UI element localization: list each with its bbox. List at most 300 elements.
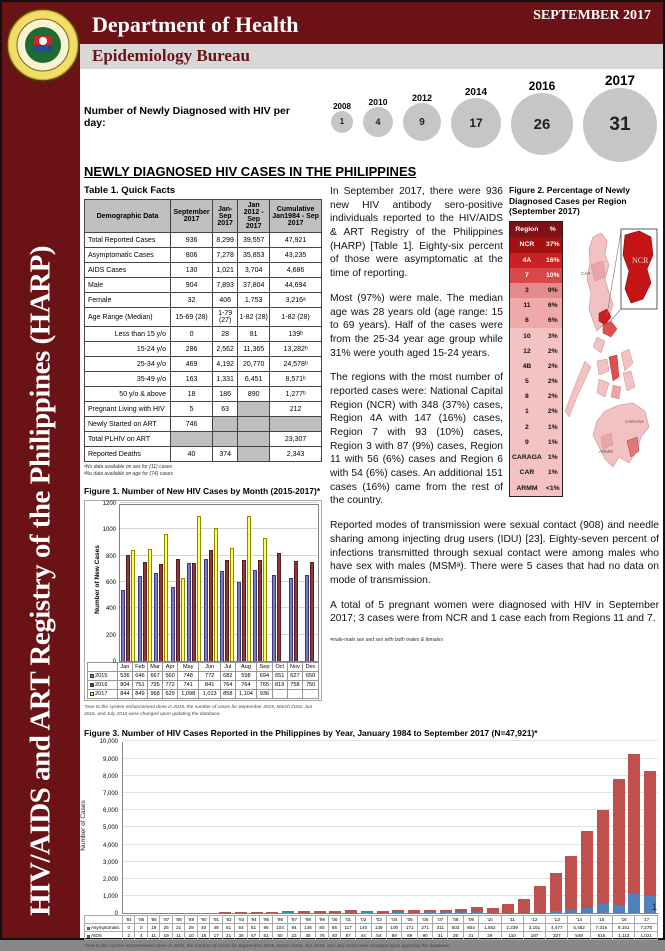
table1-value-cell: 1,331 (213, 372, 238, 387)
figure1-month-header: May (178, 663, 199, 672)
figure3-data-table (84, 915, 658, 940)
body-paragraph: The regions with the most number of reported cases were: National Capital Region (NCR) with 348 (37%) cases, Region 4A with 147 (16%) cases, Region 7 with 93 (10%) cases, Region 3 with 87 (9%) cases, Region 11 with 56 (6%) cases and Region 6 with 54 (6%) cases. An additional 151 cases (16%) came from the rest of the country. (330, 371, 659, 508)
figure3-year-header: '85 (135, 916, 147, 924)
figure1-bar-2016 (225, 560, 229, 661)
figure2-region-name: 3 (510, 283, 544, 298)
figure2-region-row (510, 359, 563, 374)
figure1-series-key: 2016 (88, 681, 118, 690)
table1-value-cell: 374 (213, 447, 238, 462)
table1-footnote-line: ᵃNo data available on sex for (11) cases (84, 464, 324, 471)
figure3-year-group (564, 742, 580, 913)
figure3-value-cell: 503 (448, 924, 463, 932)
figure3-value-cell: 104 (272, 924, 287, 932)
bureau-band (80, 44, 663, 69)
figure3-y-tick-label: 7,000 (103, 791, 118, 797)
sidebar (2, 2, 80, 938)
daily-value-circle: 4 (363, 107, 393, 137)
figure2-region-pct: 1% (544, 435, 562, 450)
figure1-value-cell: 1,104 (235, 690, 256, 699)
table1-value-cell: 2,343 (270, 447, 322, 462)
body-paragraph: In September 2017, there were 936 new HIV antibody sero-positive individuals reported to the HIV/AIDS & ART Registry of the Philippines (HARP) [Table 1]. Eighty-six percent of those were asymptomatic at the time of reporting. (330, 185, 659, 281)
figure3-value-cell: 171 (402, 924, 417, 932)
doh-seal-icon (6, 8, 80, 82)
table1-value-cell: 20,770 (238, 357, 270, 372)
figure1-month-group (236, 505, 253, 661)
table1-value-cell: 3,216ᵃ (270, 293, 322, 308)
table1-value-cell: 13,282ᵇ (270, 342, 322, 357)
figure1-bar-2016 (143, 562, 147, 661)
figure3 (84, 728, 659, 950)
figure3-year-group (595, 742, 611, 913)
figure2-region-pct: 1% (544, 450, 562, 465)
figure3-value-cell: 804 (463, 924, 478, 932)
figure1-table-header-row (88, 663, 319, 672)
table1-footnotes (84, 464, 324, 478)
table1-value-cell: 5 (171, 402, 213, 417)
table1-value-cell: 406 (213, 293, 238, 308)
figure3-value-cell: 2,239 (501, 924, 523, 932)
table1-value-cell: 936 (171, 233, 213, 248)
figure1-value-cell: 741 (178, 681, 199, 690)
figure3-year-header: '13 (546, 916, 568, 924)
figure2-region-pct: <1% (544, 480, 562, 496)
table1-row-label: Total Reported Cases (85, 233, 171, 248)
svg-text:NCR: NCR (632, 256, 649, 265)
figure2-map (563, 221, 659, 502)
figure3-year-group (611, 742, 627, 913)
table-row (85, 432, 322, 447)
figure2-region-pct: 6% (544, 313, 562, 328)
figure3-y-tick-label: 10,000 (100, 739, 118, 745)
figure3-table-header-row (85, 916, 658, 924)
page-number: 1 (652, 902, 657, 912)
figure3-year-group (265, 742, 281, 913)
figure3-value-cell: 1,113 (613, 932, 635, 940)
figure1-month-group (120, 505, 137, 661)
figure3-y-tick-label: 4,000 (103, 843, 118, 849)
figure3-year-header: '16 (613, 916, 635, 924)
figure1-value-cell: 819 (272, 681, 287, 690)
figure2-region-row (510, 450, 563, 465)
figure3-y-axis-label: Number of Cases (84, 742, 94, 914)
figure3-y-tick-label: 8,000 (103, 774, 118, 780)
figure3-value-cell: 17 (210, 932, 222, 940)
daily-circle-item (363, 97, 393, 137)
figure2-region-name: 5 (510, 374, 544, 389)
figure2-region-pct: 2% (544, 404, 562, 419)
figure1-bar-2016 (126, 555, 130, 661)
figure1-y-tick-label: 1200 (103, 501, 116, 507)
figure3-year-group (202, 742, 218, 913)
daily-value-circle: 26 (511, 93, 573, 155)
figure2-region-name: CARAGA (510, 450, 544, 465)
figure1-month-header: Feb (132, 663, 147, 672)
table-row (85, 372, 322, 387)
figure3-year-header: '12 (523, 916, 545, 924)
figure3-year-header: '04 (387, 916, 402, 924)
table-row (85, 342, 322, 357)
figure2-region-row (510, 419, 563, 434)
figure3-aids-bar (314, 913, 326, 914)
figure2-region-pct: 1% (544, 419, 562, 434)
table1-row-label: Male (85, 278, 171, 293)
table1-row-label: Newly Started on ART (85, 417, 171, 432)
figure3-y-tick-label: 1,000 (103, 894, 118, 900)
figure3-aids-bar (518, 913, 530, 914)
figure1-bar-2015 (237, 582, 241, 661)
sidebar-vertical-title: HIV/AIDS and ART Registry of the Philippines (HARP) (25, 246, 58, 916)
svg-text:CAR: CAR (581, 271, 591, 276)
figure3-year-header: '09 (463, 916, 478, 924)
figure1-bar-2016 (258, 560, 262, 661)
figure2-region-pct: 6% (544, 298, 562, 313)
figure1-value-cell: 629 (163, 690, 178, 699)
figure3-year-header: '93 (235, 916, 247, 924)
figure3-value-cell: 5,462 (568, 924, 590, 932)
table1-value-cell: 35,853 (238, 248, 270, 263)
figure1-value-cell (303, 690, 319, 699)
figure1-bar-2015 (305, 575, 309, 661)
table1-value-cell: 8,571ᵇ (270, 372, 322, 387)
figure3-year-group (516, 742, 532, 913)
daily-year-label: 2014 (465, 87, 487, 98)
figure3-value-cell: 31 (433, 932, 448, 940)
figure3-value-cell: 90 (417, 932, 432, 940)
table1-footnote-line: ᵇNo data available on age for (74) cases (84, 471, 324, 478)
figure1-month-group (285, 505, 302, 661)
quick-facts-table (84, 199, 322, 462)
figure1-y-tick-label: 800 (106, 554, 116, 560)
figure2-region-pct: 2% (544, 389, 562, 404)
figure3-aids-bar (455, 912, 467, 914)
table1-row-label: 50 y/o & above (85, 387, 171, 402)
figure1-bar-2017 (214, 528, 218, 661)
figure3-value-cell: 21 (172, 924, 184, 932)
table1-value-cell (213, 417, 238, 432)
figure3-value-cell: 57 (247, 932, 259, 940)
figure1-y-tick-label: 0 (113, 659, 116, 665)
figure3-value-cell: 7,278 (635, 924, 658, 932)
figure3-value-cell: 117 (341, 924, 356, 932)
figure3-value-cell: 51 (260, 932, 272, 940)
table1-value-cell: 1-82 (28) (238, 308, 270, 327)
figure2-region-pct: 37% (544, 237, 562, 252)
figure1-gridline (120, 502, 318, 503)
figure2-region-pct: 2% (544, 374, 562, 389)
table-row (85, 357, 322, 372)
table1-value-cell: 286 (171, 342, 213, 357)
figure1-bar-2015 (272, 575, 276, 661)
table-row (85, 248, 322, 263)
figure3-year-header: '10 (479, 916, 501, 924)
table1-row-label: Age Range (Median) (85, 308, 171, 327)
figure2-region-row (510, 328, 563, 343)
figure3-value-cell: 337 (546, 932, 568, 940)
figure1-bar-2017 (263, 538, 267, 661)
figure3-year-group (375, 742, 391, 913)
figure3-y-ticks (94, 742, 122, 914)
daily-diagnosed-strip (84, 78, 659, 156)
figure2-region-name: 8 (510, 389, 544, 404)
figure3-year-group (501, 742, 517, 913)
figure1-series-row (88, 672, 319, 681)
figure1-value-cell: 735 (148, 681, 163, 690)
figure1-value-cell: 598 (235, 672, 256, 681)
figure2 (509, 185, 659, 502)
2017-legend-swatch (90, 692, 94, 696)
figure3-value-cell: 40 (328, 932, 340, 940)
figure2-region-row (510, 237, 563, 252)
figure1-y-tick-label: 400 (106, 606, 116, 612)
figure2-region-pct: 2% (544, 344, 562, 359)
figure1-month-group (302, 505, 319, 661)
table-row (85, 233, 322, 248)
figure1-month-header: Dec (303, 663, 319, 672)
figure1-y-ticks (97, 504, 119, 662)
table1-value-cell: 24,578ᵇ (270, 357, 322, 372)
figure3-aids-bar (440, 912, 452, 914)
2015-legend-swatch (90, 674, 94, 678)
figure3-asymptomatic-bar (581, 831, 593, 908)
figure2-region-pct: 16% (544, 253, 562, 268)
figure3-aids-bar (550, 911, 562, 913)
figure1-value-cell: 772 (163, 681, 178, 690)
figure3-year-group (296, 742, 312, 913)
figure3-value-cell: 45 (300, 932, 315, 940)
figure3-year-header: '95 (260, 916, 272, 924)
figure2-region-name: 9 (510, 435, 544, 450)
figure3-value-cell: 1,562 (479, 924, 501, 932)
daily-year-label: 2012 (412, 93, 432, 103)
figure3-value-cell: 11 (147, 932, 159, 940)
figure3-value-cell: 139 (371, 924, 386, 932)
figure3-value-cell: 38 (235, 932, 247, 940)
figure1-value-cell: 536 (118, 672, 133, 681)
table1-value-cell: 18 (171, 387, 213, 402)
figure1-bar-2017 (230, 548, 234, 661)
figure3-value-cell: 40 (197, 924, 209, 932)
figure1-value-cell: 764 (220, 681, 235, 690)
figure2-region-name: 10 (510, 328, 544, 343)
table1-row-label: 35-49 y/o (85, 372, 171, 387)
figure3-value-cell: 94 (288, 924, 300, 932)
figure3-year-header: '98 (300, 916, 315, 924)
table1-value-cell (213, 432, 238, 447)
table1-header-cell: September 2017 (171, 200, 213, 233)
figure1-bar-2017 (131, 550, 135, 661)
figure3-year-header: '96 (272, 916, 287, 924)
figure1-chart-box (84, 500, 322, 701)
table1-value-cell: 746 (171, 417, 213, 432)
figure3-year-group (422, 742, 438, 913)
figure3-value-cell: 3,151 (523, 924, 545, 932)
figure1-month-header: Sep (257, 663, 273, 672)
figure1-y-tick-label: 200 (106, 633, 116, 639)
figure1-month-header: Jul (220, 663, 235, 672)
figure3-value-cell: 8,151 (613, 924, 635, 932)
table1-value-cell: 904 (171, 278, 213, 293)
figure1-bar-2015 (154, 573, 158, 661)
figure1-bar-2016 (294, 561, 298, 661)
table1-value-cell: 8,299 (213, 233, 238, 248)
figure3-footnote: *Due to the system enhancement done in 2015, the number of cases for September 2015, March 2016, Jun 2016, and July 2016 were changed upon updating the database. (84, 943, 648, 950)
table1-row-label: Female (85, 293, 171, 308)
figure2-region-name: 7 (510, 268, 544, 283)
figure3-value-cell: 0 (123, 924, 135, 932)
figure1-month-group (153, 505, 170, 661)
figure1-value-cell (287, 690, 303, 699)
table1-value-cell: 6,451 (238, 372, 270, 387)
table1-value-cell: 0 (171, 327, 213, 342)
figure2-caption: Figure 2. Percentage of Newly Diagnosed Cases per Region (September 2017) (509, 185, 659, 217)
table1-value-cell: 32 (171, 293, 213, 308)
figure2-region-pct: 10% (544, 268, 562, 283)
figure3-asymptomatic-bar (502, 904, 514, 913)
table1-value-cell: 63 (213, 402, 238, 417)
figure3-value-cell: 549 (568, 932, 590, 940)
figure2-region-name: NCR (510, 237, 544, 252)
figure3-value-cell: 16 (197, 932, 209, 940)
figure3-year-group (627, 742, 643, 913)
figure3-value-cell: 44 (356, 932, 371, 940)
figure3-year-header: '06 (417, 916, 432, 924)
figure1-data-table (87, 662, 319, 699)
figure3-value-cell: 76 (316, 932, 328, 940)
figure1-value-cell: 765 (257, 681, 273, 690)
figure1-bar-2017 (164, 534, 168, 661)
figure3-year-header: '86 (147, 916, 159, 924)
figure3-value-cell: 311 (433, 924, 448, 932)
figure1-value-cell: 694 (257, 672, 273, 681)
figure1-bar-2015 (121, 590, 125, 661)
figure3-bar-groups (123, 742, 658, 913)
figure3-year-header: '89 (185, 916, 197, 924)
figure3-year-header: '14 (568, 916, 590, 924)
table-row (85, 308, 322, 327)
figure3-asymptomatic-bar (565, 856, 577, 910)
figure3-value-cell: 29 (185, 924, 197, 932)
figure3-year-group (328, 742, 344, 913)
figure1-month-group (269, 505, 286, 661)
table-row (85, 402, 322, 417)
figure1-y-tick-label: 600 (106, 580, 116, 586)
figure3-year-header: '07 (433, 916, 448, 924)
table1-value-cell: 81 (238, 327, 270, 342)
figure2-region-pct: 9% (544, 283, 562, 298)
figure3-aids-bar (565, 910, 577, 913)
figure1-value-cell: 758 (287, 681, 303, 690)
figure1-month-header: Jan (118, 663, 133, 672)
table1-value-cell: 11,365 (238, 342, 270, 357)
figure1-value-cell: 751 (132, 681, 147, 690)
figure2-region-row (510, 253, 563, 268)
figure2-region-row (510, 374, 563, 389)
table1-row-label: Pregnant Living with HIV (85, 402, 171, 417)
figure3-value-cell: 29 (479, 932, 501, 940)
table-row (85, 263, 322, 278)
svg-text:CARAGA: CARAGA (625, 419, 644, 424)
table1-value-cell: 47,921 (270, 233, 322, 248)
figure3-year-group (280, 742, 296, 913)
figure2-header-cell: Region (510, 221, 544, 237)
figure1-month-group (170, 505, 187, 661)
figure2-region-row (510, 313, 563, 328)
figure3-asymptomatic-bar (628, 754, 640, 894)
figure3-series-row (85, 924, 658, 932)
table1-value-cell: 7,893 (213, 278, 238, 293)
table1-header-row (85, 200, 322, 233)
figure3-value-cell: 1,021 (635, 932, 658, 940)
figure3-value-cell: 51 (222, 924, 234, 932)
figure3-year-header: '97 (288, 916, 300, 924)
figure1-bar-2017 (181, 578, 185, 661)
figure3-aids-bar (487, 913, 499, 914)
figure3-value-cell: 19 (160, 932, 172, 940)
msm-footnote: ᵃmale-male sex and sex with both males & females (330, 637, 659, 643)
figure2-region-row (510, 465, 563, 480)
figure3-year-header: '11 (501, 916, 523, 924)
figure3-year-group (359, 742, 375, 913)
figure3-year-header: '08 (448, 916, 463, 924)
table1-value-cell: 37,804 (238, 278, 270, 293)
figure3-aids-bar (298, 913, 310, 914)
figure1-value-cell: 1,098 (178, 690, 199, 699)
figure1-bar-2015 (220, 571, 224, 661)
figure2-region-name: ARMM (510, 480, 544, 496)
figure1-value-cell (272, 690, 287, 699)
figure1-bar-2017 (197, 516, 201, 661)
figure3-asymptomatic-bar (534, 886, 546, 913)
table1-row-label: Asymptomatic Cases (85, 248, 171, 263)
daily-circle-item (331, 102, 353, 133)
table1-value-cell: 44,694 (270, 278, 322, 293)
section-title: NEWLY DIAGNOSED HIV CASES IN THE PHILIPPINES (84, 164, 659, 179)
figure2-header-cell: % (544, 221, 562, 237)
figure3-asymptomatic-bar (518, 899, 530, 913)
figure3-year-group (249, 742, 265, 913)
figure3-value-cell: 271 (417, 924, 432, 932)
bureau-title: Epidemiology Bureau (92, 46, 250, 66)
figure1-bar-2015 (171, 587, 175, 661)
figure2-region-name: 11 (510, 298, 544, 313)
figure3-value-cell: 89 (402, 932, 417, 940)
daily-circle-item (511, 79, 573, 155)
figure3-value-cell: 50 (272, 932, 287, 940)
figure1-bar-groups (120, 505, 318, 661)
2016-legend-swatch (90, 683, 94, 687)
figure2-region-row (510, 268, 563, 283)
figure3-aids-bar (345, 913, 357, 914)
figure3-caption: Figure 3. Number of HIV Cases Reported in the Philippines by Year, January 1984 to September 2017 (N=47,921)* (84, 728, 659, 738)
figure3-year-group (438, 742, 454, 913)
figure2-region-name: 4A (510, 253, 544, 268)
figure3-year-group (170, 742, 186, 913)
daily-value-circle: 1 (331, 111, 353, 133)
figure3-year-header: '90 (197, 916, 209, 924)
figure3-value-cell: 25 (160, 924, 172, 932)
figure3-asymptomatic-bar (644, 771, 656, 896)
figure1-bar-2016 (176, 559, 180, 661)
figure1-bar-2015 (289, 578, 293, 661)
figure3-value-cell: 100 (387, 924, 402, 932)
figure3-year-group (217, 742, 233, 913)
header-band (80, 2, 663, 44)
figure1-month-group (252, 505, 269, 661)
figure3-aids-bar (282, 912, 294, 913)
figure3-value-cell: 10 (185, 932, 197, 940)
table1-value-cell: 39,557 (238, 233, 270, 248)
table1-value-cell: 1,753 (238, 293, 270, 308)
